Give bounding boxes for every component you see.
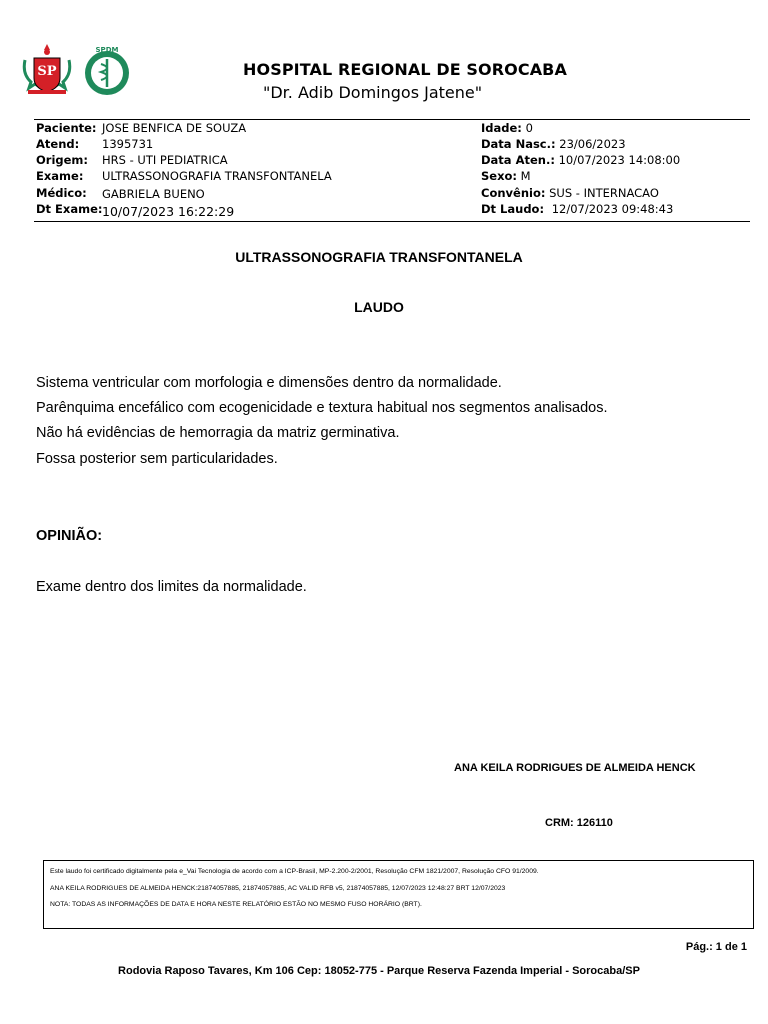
doctor-row: [36, 185, 87, 201]
footer-address: Rodovia Raposo Tavares, Km 106 Cep: 18052-775 - Parque Reserva Fazenda Imperial - Sorocaba/SP: [118, 965, 640, 977]
patient-name-value: JOSE BENFICA DE SOUZA: [102, 121, 247, 135]
insurance-value: SUS - INTERNACAO: [549, 186, 659, 200]
exam-date-value: 10/07/2023 16:22:29: [102, 204, 235, 219]
page-number: Pág.: 1 de 1: [685, 941, 747, 953]
report-title: ULTRASSONOGRAFIA TRANSFONTANELA: [235, 249, 523, 265]
birth-date-label: Data Nasc.:: [481, 137, 556, 151]
report-subtitle: LAUDO: [354, 299, 404, 315]
timezone-note: NOTA: TODAS AS INFORMAÇÕES DE DATA E HORA NESTE RELATÓRIO ESTÃO NO MESMO FUSO HORÁRIO (BRT).: [50, 901, 422, 908]
origin-value: HRS - UTI PEDIATRICA: [102, 153, 228, 167]
attendance-row: [36, 136, 79, 152]
finding-line: Sistema ventricular com morfologia e dimensões dentro da normalidade.: [36, 375, 502, 391]
sex-label: Sexo:: [481, 169, 517, 183]
exam-row: [36, 168, 83, 184]
hospital-name: HOSPITAL REGIONAL DE SOROCABA: [243, 60, 567, 79]
patient-name-label: Paciente:: [36, 121, 97, 135]
sex-value: M: [520, 169, 531, 183]
attendance-date-value: 10/07/2023 14:08:00: [558, 153, 681, 167]
opinion-heading: OPINIÃO:: [36, 528, 103, 544]
attendance-date-row: [481, 152, 680, 168]
attendance-value: 1395731: [102, 137, 154, 151]
signer-name: ANA KEILA RODRIGUES DE ALMEIDA HENCK: [454, 762, 696, 774]
age-row: [481, 120, 533, 136]
finding-line: Parênquima encefálico com ecogenicidade e textura habitual nos segmentos analisados.: [36, 400, 608, 416]
insurance-row: [481, 185, 659, 201]
report-date-value: 12/07/2023 09:48:43: [551, 202, 674, 216]
exam-value: ULTRASSONOGRAFIA TRANSFONTANELA: [102, 169, 332, 183]
age-label: Idade:: [481, 121, 522, 135]
finding-line: Fossa posterior sem particularidades.: [36, 451, 278, 467]
exam-date-row: [36, 201, 102, 217]
sex-row: [481, 168, 531, 184]
svg-text:SPDM: SPDM: [95, 46, 119, 54]
conclusion-text: Exame dentro dos limites da normalidade.: [36, 579, 307, 595]
doctor-label: Médico:: [36, 186, 87, 200]
digital-certification-box: [43, 860, 754, 929]
age-value: 0: [525, 121, 533, 135]
attendance-label: Atend:: [36, 137, 80, 151]
birth-date-row: [481, 136, 626, 152]
doctor-value: GABRIELA BUENO: [102, 187, 205, 201]
finding-line: Não há evidências de hemorragia da matriz germinativa.: [36, 425, 400, 441]
certification-line: Este laudo foi certificado digitalmente pela e_Vai Tecnologia de acordo com a ICP-Brasil, MP-2.200-2/2001, Resolução CFM 1821/2007, Resolução CFO 91/2009.: [50, 868, 539, 875]
birth-date-value: 23/06/2023: [559, 137, 626, 151]
hospital-subtitle: "Dr. Adib Domingos Jatene": [263, 83, 483, 102]
header-bottom-divider: [34, 221, 750, 222]
attendance-date-label: Data Aten.:: [481, 153, 555, 167]
svg-text:SP: SP: [37, 64, 57, 79]
origin-row: [36, 152, 88, 168]
report-date-label: Dt Laudo:: [481, 202, 545, 216]
exam-date-label: Dt Exame:: [36, 202, 103, 216]
exam-label: Exame:: [36, 169, 84, 183]
patient-name-row: [36, 120, 97, 136]
certification-signer-line: ANA KEILA RODRIGUES DE ALMEIDA HENCK:21874057885, 21874057885, AC VALID RFB v5, 21874057885, 12/07/2023 12:48:27 BRT 12/07/2023: [50, 885, 506, 892]
insurance-label: Convênio:: [481, 186, 546, 200]
origin-label: Origem:: [36, 153, 89, 167]
signer-crm: CRM: 126110: [545, 817, 613, 829]
report-date-row: [481, 201, 673, 217]
